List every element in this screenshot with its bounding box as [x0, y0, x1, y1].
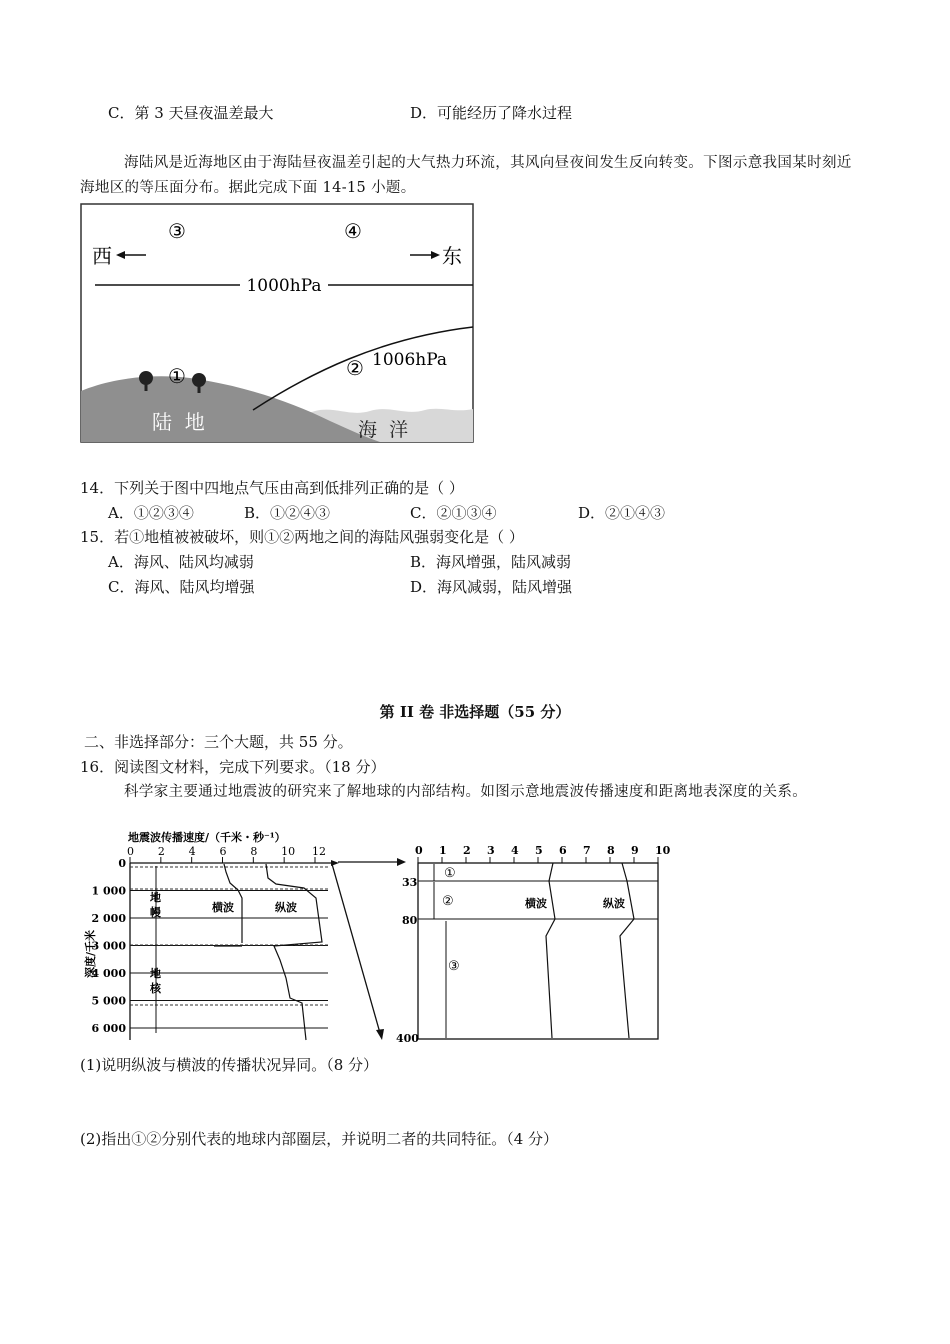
right-s-wave-label: 横波 [525, 897, 547, 910]
right-p-wave-curve [620, 863, 634, 1038]
left-mantle-2: 幔 [150, 906, 161, 919]
figure-seismic-waves [80, 828, 670, 1046]
left-y-tick-label: 4 000 [91, 967, 126, 980]
right-x-tick-label: 4 [511, 844, 519, 857]
q14-stem: 14．下列关于图中四地点气压由高到低排列正确的是（ ） [80, 479, 464, 497]
right-s-wave-curve [546, 863, 555, 1038]
q13-option-d: D．可能经历了降水过程 [410, 104, 573, 122]
right-x-tick-label: 0 [415, 844, 423, 857]
left-x-tick-label: 6 [219, 845, 227, 858]
section-2-subtitle: 二、非选择部分：三个大题，共 55 分。 [84, 733, 353, 751]
left-x-tick-label: 8 [250, 845, 258, 858]
right-x-tick-label: 6 [559, 844, 567, 857]
q15-option-b: B．海风增强，陆风减弱 [410, 553, 572, 571]
right-y-80: 80 [402, 914, 418, 927]
right-x-tick-label: 1 [439, 844, 447, 857]
right-x-tick-label: 2 [463, 844, 471, 857]
q15-option-d: D．海风减弱，陆风增强 [410, 578, 573, 596]
q14-option-a: A．①②③④ [108, 504, 194, 522]
left-y-tick-label: 0 [118, 857, 126, 870]
intro-14-15: 海陆风是近海地区由于海陆昼夜温差引起的大气热力环流，其风向昼夜间发生反向转变。下图示意我国某时刻近海地区的等压面分布。据此完成下面 14-15 小题。 [80, 155, 852, 196]
left-x-tick-label: 0 [127, 845, 134, 858]
left-y-tick-label: 3 000 [91, 939, 126, 953]
left-p-wave-label: 纵波 [275, 901, 297, 914]
figure-sea-land-breeze [80, 203, 475, 445]
q15-option-a: A．海风、陆风均减弱 [108, 553, 254, 571]
q14-option-d: D．②①④③ [578, 504, 666, 522]
right-layer-3: ③ [448, 959, 460, 974]
left-x-tick-label: 4 [188, 845, 196, 858]
right-x-tick-label: 10 [655, 844, 670, 857]
left-y-tick-label: 6 000 [91, 1022, 126, 1035]
left-core-1: 地 [150, 967, 161, 980]
left-y-tick-label: 2 000 [91, 912, 126, 925]
right-x-tick-label: 5 [535, 844, 543, 857]
left-ylabel: 深度/千米 [84, 929, 97, 978]
label-west: 西 [92, 244, 112, 268]
right-x-tick-label: 9 [631, 844, 639, 857]
left-title: 地震波传播速度/（千米・秒⁻¹） [128, 831, 286, 844]
q15-stem: 15．若①地植被被破坏，则①②两地之间的海陆风强弱变化是（ ） [80, 528, 524, 546]
left-x-tick-label: 10 [281, 845, 296, 858]
q15-option-c: C．海风、陆风均增强 [108, 578, 255, 596]
land-label: 陆 地 [152, 410, 205, 434]
left-s-wave-label: 横波 [212, 901, 234, 914]
point-1: ① [168, 364, 186, 388]
q16-sub2: (2)指出①②分别代表的地球内部圈层，并说明二者的共同特征。（4 分） [80, 1130, 559, 1148]
point-2: ② [346, 356, 364, 380]
left-mantle-1: 地 [150, 891, 161, 904]
isobar-1006-label: 1006hPa [372, 350, 448, 370]
right-y-400: 400 [396, 1032, 419, 1045]
right-x-tick-label: 7 [583, 844, 591, 857]
section-2-title: 第 II 卷 非选择题（55 分） [379, 703, 571, 721]
point-4: ④ [344, 219, 362, 243]
q14-option-c: C．②①③④ [410, 504, 497, 522]
right-layer-1: ① [444, 866, 456, 881]
left-y-tick-label: 1 000 [91, 884, 126, 898]
point-3: ③ [168, 219, 186, 243]
q16-stem: 16．阅读图文材料，完成下列要求。（18 分） [80, 758, 386, 776]
left-x-tick-label: 12 [312, 845, 326, 858]
right-y-33: 33 [402, 876, 418, 889]
left-x-tick-label: 2 [157, 845, 165, 858]
right-p-wave-label: 纵波 [603, 897, 625, 910]
right-x-tick-label: 8 [607, 844, 615, 857]
sea-label: 海 洋 [358, 419, 409, 441]
right-layer-2: ② [442, 894, 454, 909]
q16-sub1: (1)说明纵波与横波的传播状况异同。（8 分） [80, 1056, 379, 1074]
q14-option-b: B．①②④③ [244, 504, 331, 522]
q13-option-c: C．第 3 天昼夜温差最大 [108, 104, 274, 122]
left-core-2: 核 [150, 982, 161, 995]
label-east: 东 [442, 244, 462, 268]
isobar-1000-label: 1000hPa [246, 276, 322, 296]
left-y-tick-label: 5 000 [91, 994, 126, 1008]
right-x-tick-label: 3 [487, 844, 495, 857]
q16-intro: 科学家主要通过地震波的研究来了解地球的内部结构。如图示意地震波传播速度和距离地表深度的关系。 [124, 784, 808, 800]
